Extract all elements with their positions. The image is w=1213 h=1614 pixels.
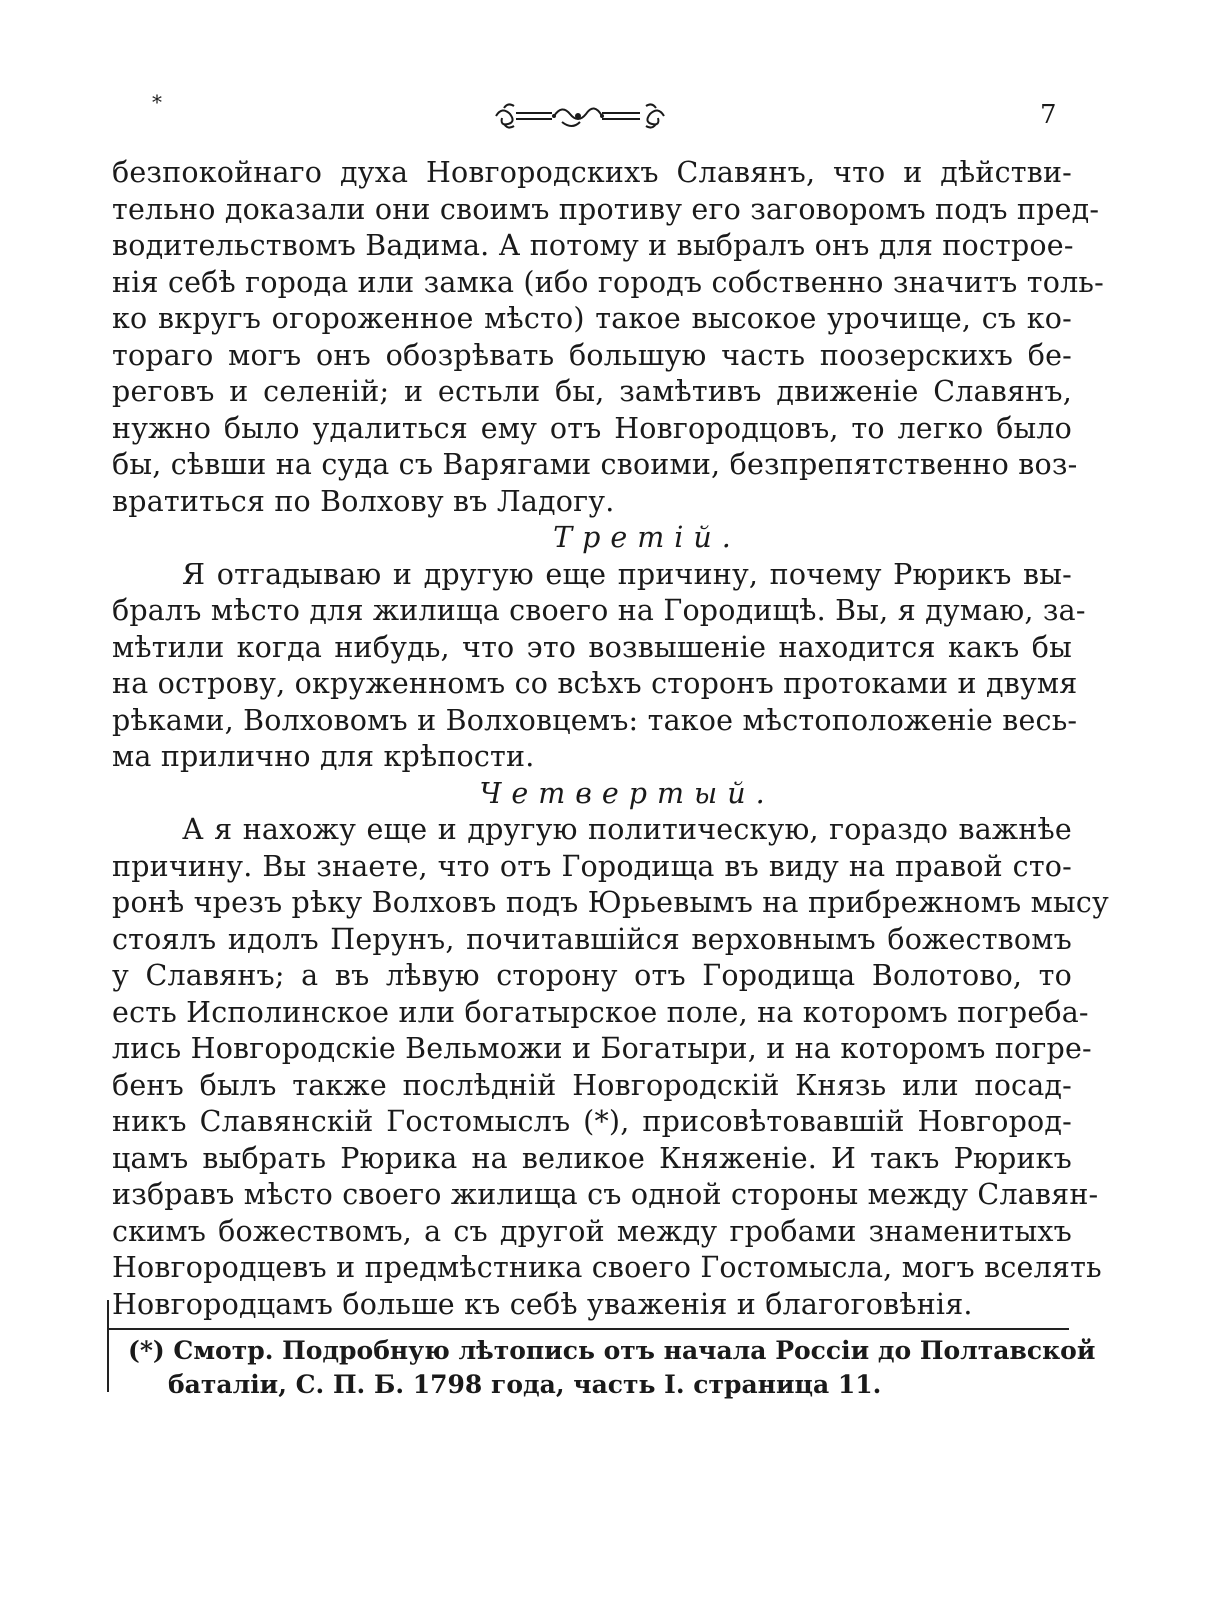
text-line: мѣтили когда нибудь, что это возвышеніе находится какъ бы (112, 630, 1072, 664)
text-line: стоялъ идолъ Перунъ, почитавшійся верховнымъ божествомъ (112, 922, 1072, 956)
text-line: цамъ выбрать Рюрика на великое Княженіе. И такъ Рюрикъ (112, 1141, 1072, 1175)
text-line: бенъ былъ также послѣдній Новгородскій Князь или посад- (112, 1068, 1072, 1102)
text-line: лись Новгородскіе Вельможи и Богатыри, и на которомъ погре- (112, 1032, 1092, 1065)
footnote-line: баталіи, С. П. Б. 1798 года, часть I. страница 11. (168, 1370, 882, 1399)
text-line: Я отгадываю и другую еще причину, почему Рюрикъ вы- (182, 557, 1072, 591)
text-line: никъ Славянскій Гостомыслъ (*), присовѣтовавшій Новгород- (112, 1105, 1072, 1138)
footnote (128, 1334, 1096, 1402)
text-line: вратиться по Волхову въ Ладогу. (112, 484, 615, 518)
text-line: на острову, окруженномъ со всѣхъ сторонъ протоками и двумя (112, 667, 1078, 700)
section-heading-third: Третій. (553, 521, 741, 554)
text-line: причину. Вы знаете, что отъ Городища въ виду на правой сто- (112, 849, 1072, 883)
page-number: 7 (1040, 100, 1057, 130)
text-line: бы, сѣвши на суда съ Варягами своими, безпрепятственно воз- (112, 448, 1078, 481)
text-line: водительствомъ Вадима. А потому и выбралъ онъ для построе- (112, 229, 1074, 262)
text-line: у Славянъ; а въ лѣвую сторону отъ Городища Волотово, то (112, 959, 1072, 992)
text-line: нужно было удалиться ему отъ Новгородцовъ, то легко было (112, 411, 1072, 445)
text-line: есть Исполинское или богатырское поле, на которомъ погреба- (112, 995, 1089, 1029)
text-line: безпокойнаго духа Новгородскихъ Славянъ, что и дѣйстви- (112, 156, 1072, 189)
section-heading-fourth: Четвертый. (479, 776, 775, 810)
text-line: Новгородцевъ и предмѣстника своего Гостомысла, могъ вселять (112, 1251, 1102, 1284)
text-line: реговъ и селеній; и естьли бы, замѣтивъ движеніе Славянъ, (112, 375, 1072, 408)
text-line: тораго могъ онъ обозрѣвать большую часть поозерскихъ бе- (112, 338, 1072, 372)
text-line: А я нахожу еще и другую политическую, гораздо важнѣе (182, 813, 1072, 846)
footnote-line: (*) Смотр. Подробную лѣтопись отъ начала Россіи до Полтавской (128, 1336, 1096, 1365)
text-line: Новгородцамъ больше къ себѣ уваженія и благоговѣнія. (112, 1287, 973, 1321)
text-line: скимъ божествомъ, а съ другой между гробами знаменитыхъ (112, 1214, 1072, 1248)
text-line: бралъ мѣсто для жилища своего на Городищѣ. Вы, я думаю, за- (112, 594, 1086, 627)
text-line: нія себѣ города или замка (ибо городъ собственно значитъ толь- (112, 265, 1104, 299)
text-line: ронѣ чрезъ рѣку Волховъ подъ Юрьевымъ на прибрежномъ мысу (112, 886, 1109, 919)
text-line: ко вкругъ огороженное мѣсто) такое высокое урочище, съ ко- (112, 302, 1072, 335)
footnote-side-rule (107, 1300, 109, 1392)
text-line: ма прилично для крѣпости. (112, 740, 535, 773)
text-line: рѣками, Волховомъ и Волховцемъ: такое мѣстоположеніе весь- (112, 703, 1078, 737)
header-ornament (490, 98, 670, 134)
page-star-mark: * (152, 90, 162, 114)
text-line: тельно доказали они своимъ противу его заговоромъ подъ пред- (112, 192, 1100, 226)
main-text (112, 155, 1109, 1323)
text-line: избравъ мѣсто своего жилища съ одной стороны между Славян- (112, 1178, 1099, 1211)
footnote-divider (107, 1328, 1069, 1330)
